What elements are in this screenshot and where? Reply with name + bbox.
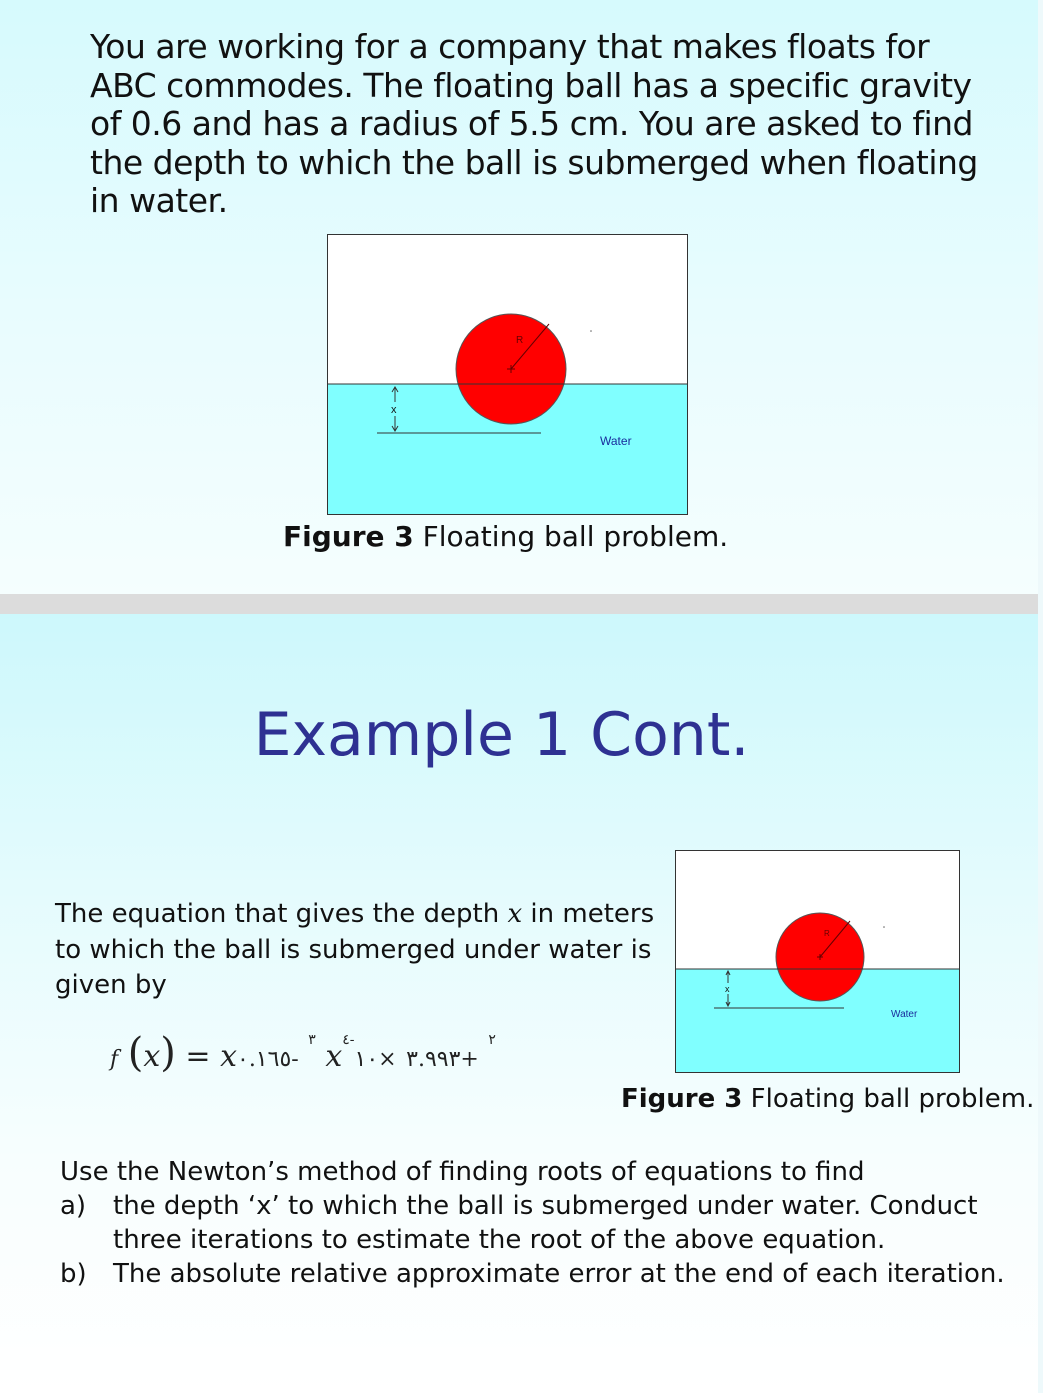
slide-divider <box>0 594 1043 614</box>
task-list <box>60 1189 1030 1291</box>
equation-description: The equation that gives the depth x in meters to which the ball is submerged under water is given by <box>55 899 655 1000</box>
slide-title: Example 1 Cont. <box>253 700 750 770</box>
water-label: Water <box>891 1009 918 1020</box>
depth-label: x <box>725 984 730 994</box>
radius-label: R <box>516 335 524 346</box>
water-label: Water <box>600 434 632 448</box>
depth-equation: f (x) = x $^٣$ -٠.١٦٥ x $^٢$ +٣.٩٩٣ $\times ١٠^{-٤}$ <box>110 1030 496 1076</box>
floating-ball-figure-1 <box>327 234 689 516</box>
figure-caption-1: Figure 3 Floating ball problem. <box>283 520 729 553</box>
task-item-b: b) The absolute relative approximate error at the end of each iteration. <box>60 1259 1005 1289</box>
task-instructions <box>60 1155 1030 1291</box>
figure-caption-2: Figure 3 Floating ball problem. <box>621 1084 1035 1114</box>
floating-ball-figure-2 <box>675 850 961 1075</box>
radius-label: R <box>824 929 830 938</box>
task-item-a: a) the depth ‘x’ to which the ball is submerged under water. Conduct three iterations to estimate the root of the above equation. <box>60 1191 978 1255</box>
problem-statement: You are working for a company that makes floats for ABC commodes. The floating ball has a specific gravity of 0.6 and has a radius of 5.5 cm. You are asked to find the depth to which the ball is submerged when floating in water. <box>90 27 978 220</box>
task-intro: Use the Newton’s method of finding roots of equations to find <box>60 1157 865 1187</box>
depth-label: x <box>391 404 397 416</box>
right-edge <box>1038 0 1043 1393</box>
